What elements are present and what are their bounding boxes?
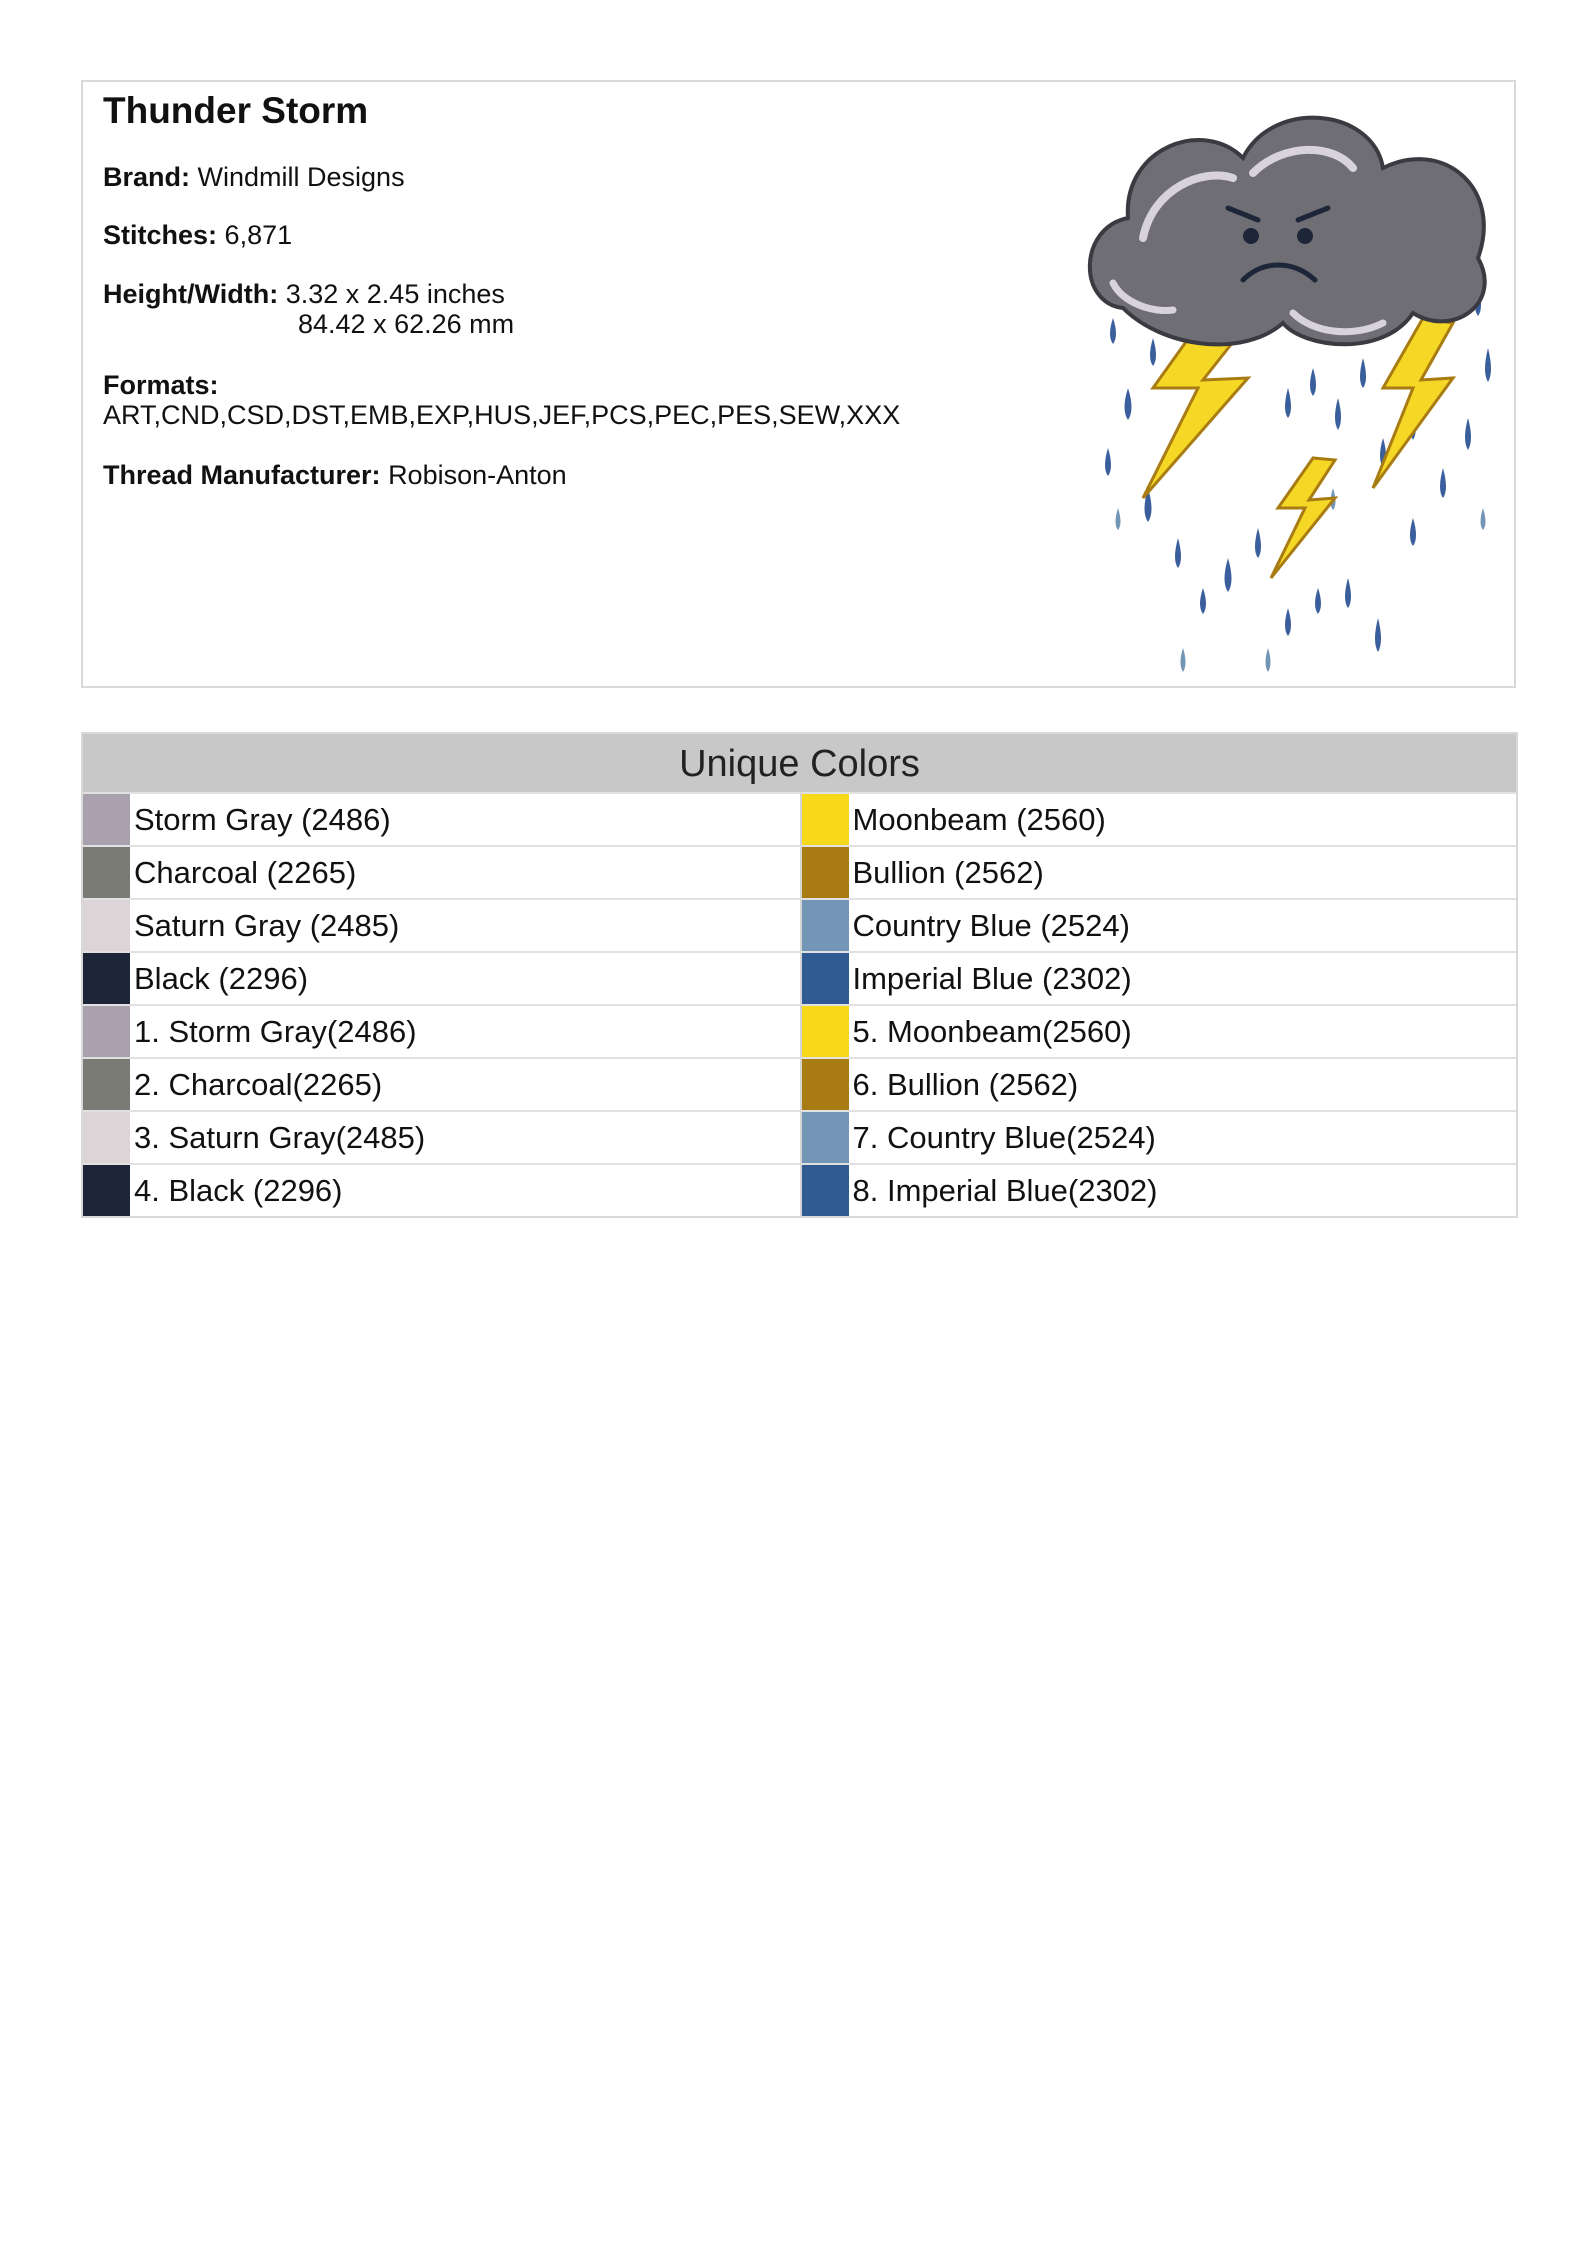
color-swatch <box>802 1165 849 1216</box>
formats-label: Formats: <box>103 370 219 400</box>
formats-row <box>103 370 900 430</box>
thread-value: Robison-Anton <box>388 460 567 490</box>
lightning-bolts <box>1143 318 1453 578</box>
color-row <box>83 845 800 898</box>
stitches-value: 6,871 <box>224 220 293 250</box>
color-row <box>83 1110 800 1163</box>
color-swatch <box>802 1059 849 1110</box>
color-row <box>83 951 800 1004</box>
thunder-storm-artwork <box>1083 88 1513 684</box>
color-row <box>83 1057 800 1110</box>
color-name: Black (2296) <box>134 960 309 996</box>
color-swatch <box>83 1112 130 1163</box>
color-name: 4. Black (2296) <box>134 1172 343 1208</box>
color-name: 1. Storm Gray(2486) <box>134 1013 417 1049</box>
color-name: 3. Saturn Gray(2485) <box>134 1119 426 1155</box>
color-row <box>800 1004 1517 1057</box>
color-swatch <box>83 1165 130 1216</box>
color-row <box>83 1004 800 1057</box>
color-swatch <box>802 953 849 1004</box>
height-width-row <box>103 279 505 309</box>
color-row <box>800 845 1517 898</box>
height-width-label: Height/Width: <box>103 279 279 309</box>
design-title: Thunder Storm <box>103 90 369 131</box>
color-row <box>83 898 800 951</box>
unique-colors-table <box>81 732 1518 1218</box>
height-width-inches: 3.32 x 2.45 inches <box>285 279 505 309</box>
color-swatch <box>802 794 849 845</box>
color-name: Charcoal (2265) <box>134 854 357 890</box>
stitches-label: Stitches: <box>103 220 218 250</box>
color-name: 6. Bullion (2562) <box>852 1066 1079 1102</box>
color-row <box>800 951 1517 1004</box>
color-name: 2. Charcoal(2265) <box>134 1066 383 1102</box>
color-swatch <box>83 900 130 951</box>
color-swatch <box>802 1112 849 1163</box>
brand-label: Brand: <box>103 162 190 192</box>
brand-value: Windmill Designs <box>197 162 405 192</box>
color-name: Bullion (2562) <box>852 854 1044 890</box>
color-swatch <box>83 1006 130 1057</box>
color-row <box>800 898 1517 951</box>
color-row <box>83 792 800 845</box>
thread-row <box>103 460 567 490</box>
thread-label: Thread Manufacturer: <box>103 460 381 490</box>
color-name: 5. Moonbeam(2560) <box>852 1013 1132 1049</box>
color-name: 8. Imperial Blue(2302) <box>852 1172 1158 1208</box>
color-name: Storm Gray (2486) <box>134 801 391 837</box>
colors-grid <box>83 792 1516 1216</box>
color-swatch <box>802 1006 849 1057</box>
unique-colors-header: Unique Colors <box>83 734 1516 792</box>
color-row <box>800 1163 1517 1216</box>
color-name: Saturn Gray (2485) <box>134 907 400 943</box>
color-swatch <box>83 1059 130 1110</box>
brand-row <box>103 162 405 192</box>
color-swatch <box>802 900 849 951</box>
color-name: Moonbeam (2560) <box>852 801 1106 837</box>
color-name: 7. Country Blue(2524) <box>852 1119 1156 1155</box>
color-row <box>800 1110 1517 1163</box>
stitches-row <box>103 220 292 250</box>
color-swatch <box>802 847 849 898</box>
color-swatch <box>83 953 130 1004</box>
color-row <box>800 792 1517 845</box>
height-width-mm: 84.42 x 62.26 mm <box>298 309 515 339</box>
color-row <box>800 1057 1517 1110</box>
formats-value: ART,CND,CSD,DST,EMB,EXP,HUS,JEF,PCS,PEC,PES,SEW,XXX <box>103 400 901 430</box>
color-name: Country Blue (2524) <box>852 907 1130 943</box>
color-swatch <box>83 794 130 845</box>
color-name: Imperial Blue (2302) <box>852 960 1132 996</box>
design-info-card <box>81 80 1516 688</box>
color-swatch <box>83 847 130 898</box>
color-row <box>83 1163 800 1216</box>
storm-cloud <box>1090 118 1485 345</box>
